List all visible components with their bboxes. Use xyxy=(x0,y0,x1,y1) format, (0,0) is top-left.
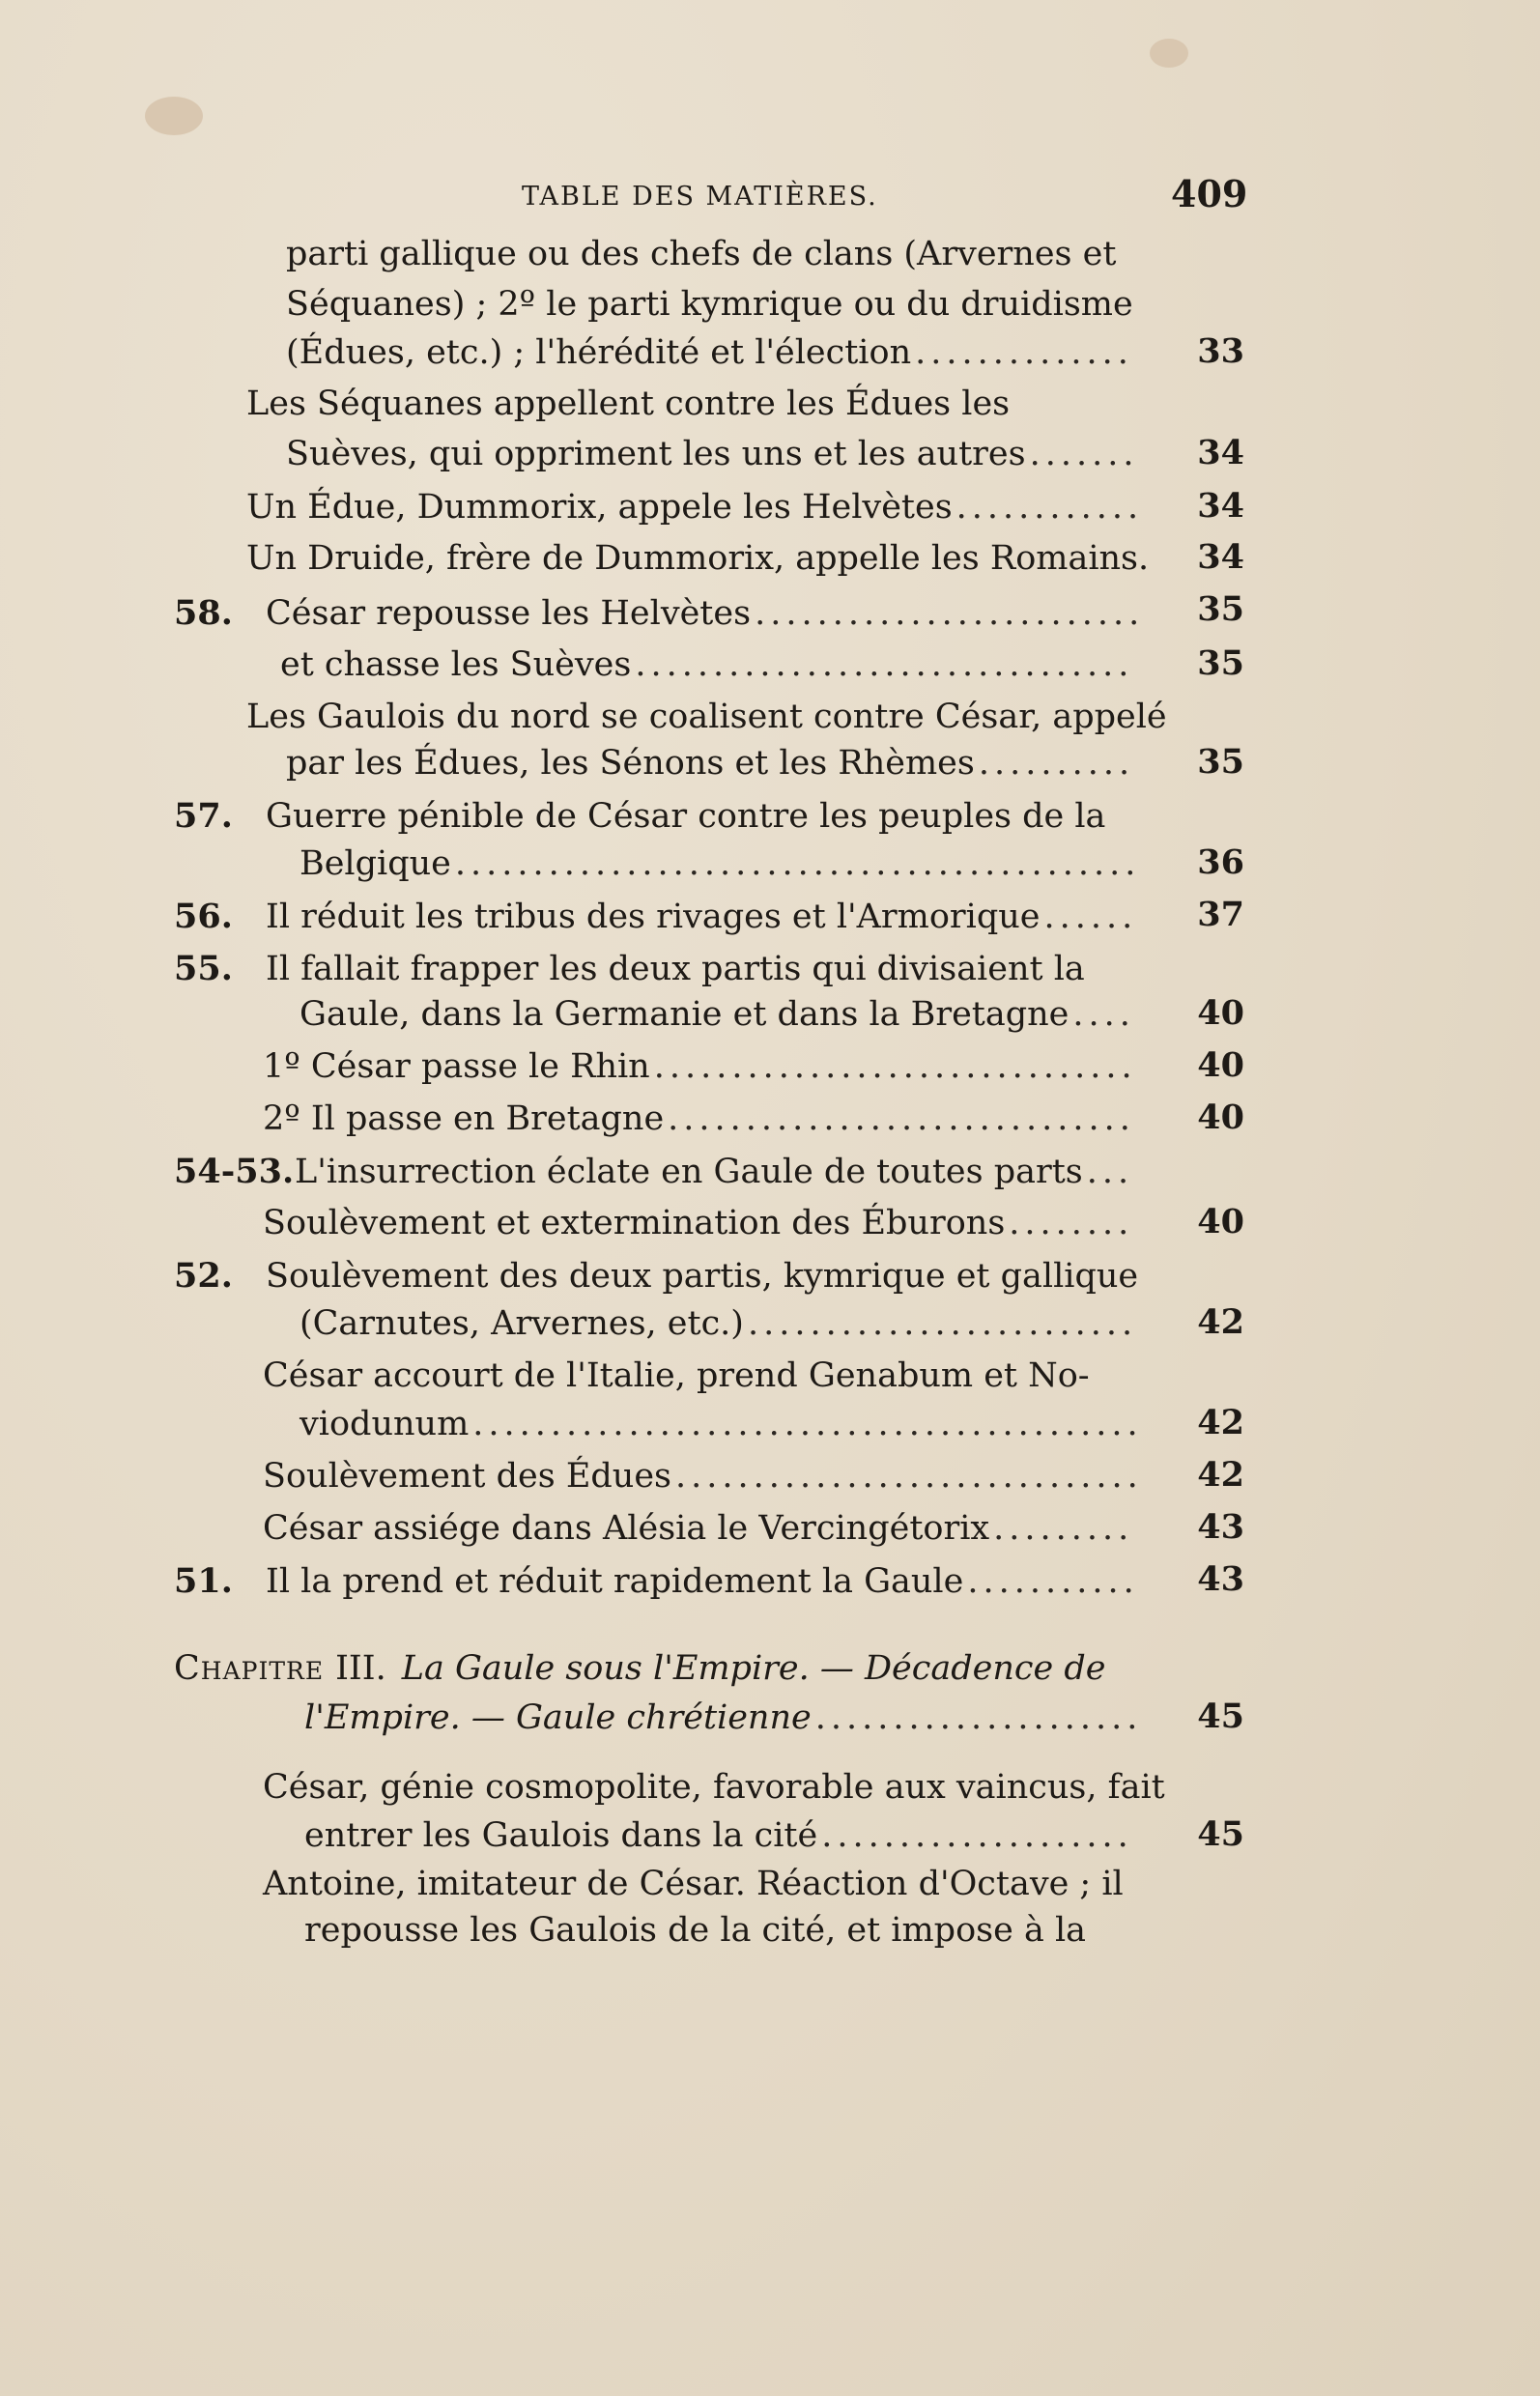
toc-text: Il réduit les tribus des rivages et l'Armorique xyxy=(266,898,1041,936)
leader-dots xyxy=(967,1562,1136,1601)
toc-line xyxy=(286,333,1136,387)
toc-page: 42 xyxy=(1197,1403,1244,1442)
toc-text: repousse les Gaulois de la cité, et impose à la xyxy=(304,1911,1086,1950)
leader-dots xyxy=(1030,435,1136,473)
chapter-title-line1: La Gaule sous l'Empire. — Décadence de xyxy=(401,1649,1106,1688)
leader-dots xyxy=(821,1816,1136,1855)
toc-line xyxy=(263,1204,1136,1258)
leader-dots xyxy=(635,645,1136,684)
toc-line xyxy=(174,897,1136,951)
toc-page: 37 xyxy=(1197,895,1244,934)
toc-page: 42 xyxy=(1197,1455,1244,1495)
toc-line xyxy=(263,1356,1155,1411)
toc-line xyxy=(299,1304,1136,1358)
running-title: TABLE DES MATIÈRES. xyxy=(522,182,878,212)
page-number: 409 xyxy=(1171,172,1248,215)
toc-line xyxy=(299,1405,1136,1459)
toc-text: viodunum xyxy=(299,1405,470,1443)
page-header xyxy=(0,172,1540,230)
toc-page: 34 xyxy=(1197,433,1244,472)
toc-line xyxy=(286,285,1155,339)
toc-page: 43 xyxy=(1197,1507,1244,1547)
toc-text: parti gallique ou des chefs de clans (Arvernes et xyxy=(286,235,1117,273)
toc-page: 34 xyxy=(1197,486,1244,526)
toc-page: 40 xyxy=(1197,1045,1244,1085)
toc-text: Il fallait frapper les deux partis qui divisaient la xyxy=(266,950,1085,988)
toc-line xyxy=(263,1509,1136,1563)
toc-page: 34 xyxy=(1197,537,1244,577)
toc-text: (Carnutes, Arvernes, etc.) xyxy=(299,1304,744,1343)
leader-dots xyxy=(455,844,1136,883)
toc-line xyxy=(246,385,1155,439)
toc-year: 56. xyxy=(174,897,233,936)
toc-line xyxy=(263,1768,1165,1822)
toc-text: Un Édue, Dummorix, appele les Helvètes xyxy=(246,488,953,527)
toc-line xyxy=(299,995,1136,1049)
leader-dots xyxy=(815,1698,1136,1737)
toc-text: César, génie cosmopolite, favorable aux vaincus, fait xyxy=(263,1768,1165,1807)
leader-dots xyxy=(993,1509,1136,1548)
toc-year: 55. xyxy=(174,949,233,988)
toc-line xyxy=(299,844,1136,898)
toc-line xyxy=(174,796,1155,850)
toc-line xyxy=(263,1047,1136,1101)
toc-line xyxy=(246,488,1136,542)
toc-text: 1º César passe le Rhin xyxy=(263,1047,650,1086)
toc-text: Soulèvement des deux partis, kymrique et gallique xyxy=(266,1257,1139,1296)
toc-year: 57. xyxy=(174,796,233,836)
toc-page: 35 xyxy=(1197,742,1244,782)
toc-text: Gaule, dans la Germanie et dans la Bretagne xyxy=(299,995,1069,1034)
toc-text: entrer les Gaulois dans la cité xyxy=(304,1816,818,1855)
chapter-heading xyxy=(174,1649,1155,1703)
toc-line xyxy=(174,593,1136,647)
toc-text: et chasse les Suèves xyxy=(280,645,632,684)
toc-text: 2º Il passe en Bretagne xyxy=(263,1099,665,1138)
leader-dots xyxy=(1043,898,1136,936)
toc-line xyxy=(174,1152,1136,1206)
toc-year: 54-53. xyxy=(174,1152,295,1191)
toc-text: Soulèvement et extermination des Éburons xyxy=(263,1204,1006,1242)
toc-line xyxy=(286,435,1136,489)
leader-dots xyxy=(755,594,1136,633)
toc-line xyxy=(286,235,1155,289)
toc-text: (Édues, etc.) ; l'hérédité et l'élection xyxy=(286,333,912,372)
paper-stain xyxy=(1150,39,1188,68)
toc-line xyxy=(174,1561,1136,1615)
chapter-title-line2: l'Empire. — Gaule chrétienne xyxy=(304,1698,812,1737)
toc-line xyxy=(304,1816,1136,1870)
toc-text: Séquanes) ; 2º le parti kymrique ou du druidisme xyxy=(286,285,1133,324)
leader-dots xyxy=(748,1304,1136,1343)
toc-page: 40 xyxy=(1197,1202,1244,1241)
toc-text: Antoine, imitateur de César. Réaction d'Octave ; il xyxy=(263,1865,1124,1903)
toc-page: 40 xyxy=(1197,1098,1244,1137)
toc-year: 52. xyxy=(174,1256,233,1296)
toc-page: 45 xyxy=(1197,1814,1244,1854)
toc-line xyxy=(280,645,1136,699)
leader-dots xyxy=(979,744,1136,783)
toc-year: 51. xyxy=(174,1561,233,1601)
toc-line xyxy=(174,1256,1155,1310)
leader-dots xyxy=(675,1457,1136,1496)
toc-text: Il la prend et réduit rapidement la Gaule xyxy=(266,1562,964,1601)
toc-page: 42 xyxy=(1197,1302,1244,1342)
toc-text: L'insurrection éclate en Gaule de toutes parts xyxy=(295,1153,1083,1191)
leader-dots xyxy=(654,1047,1136,1086)
toc-page: 35 xyxy=(1197,589,1244,629)
toc-text: Belgique xyxy=(299,844,451,883)
toc-text: César repousse les Helvètes xyxy=(266,594,752,633)
toc-page: 40 xyxy=(1197,993,1244,1033)
toc-text: par les Édues, les Sénons et les Rhèmes xyxy=(286,744,975,783)
toc-text: César accourt de l'Italie, prend Genabum et No- xyxy=(263,1356,1090,1395)
toc-page: 33 xyxy=(1197,331,1244,371)
leader-dots xyxy=(1072,995,1136,1034)
toc-page: 35 xyxy=(1197,643,1244,683)
chapter-heading-cont xyxy=(304,1698,1136,1753)
toc-text: Guerre pénible de César contre les peuples de la xyxy=(266,797,1106,836)
toc-text: Les Séquanes appellent contre les Édues les xyxy=(246,385,1011,423)
toc-line xyxy=(304,1911,1155,1965)
toc-text: Soulèvement des Édues xyxy=(263,1457,671,1496)
toc-line xyxy=(286,744,1136,798)
chapter-page: 45 xyxy=(1197,1697,1244,1736)
toc-text: Un Druide, frère de Dummorix, appelle les Romains. xyxy=(246,539,1150,578)
leader-dots xyxy=(668,1099,1136,1138)
chapter-number: III. xyxy=(335,1649,386,1688)
toc-text: Les Gaulois du nord se coalisent contre César, appelé xyxy=(246,698,1167,736)
leader-dots xyxy=(1087,1153,1136,1191)
leader-dots xyxy=(472,1405,1136,1443)
toc-page: 36 xyxy=(1197,842,1244,882)
leader-dots xyxy=(1009,1204,1136,1242)
toc-line xyxy=(246,539,1150,593)
leader-dots xyxy=(956,488,1136,527)
toc-page: 43 xyxy=(1197,1559,1244,1599)
toc-line xyxy=(263,1099,1136,1154)
leader-dots xyxy=(915,333,1136,372)
paper-stain xyxy=(145,97,203,135)
toc-text: César assiége dans Alésia le Vercingétorix xyxy=(263,1509,990,1548)
chapter-label: Chapitre xyxy=(174,1649,325,1688)
toc-year: 58. xyxy=(174,593,233,633)
toc-text: Suèves, qui oppriment les uns et les autres xyxy=(286,435,1026,473)
toc-line xyxy=(263,1457,1136,1511)
